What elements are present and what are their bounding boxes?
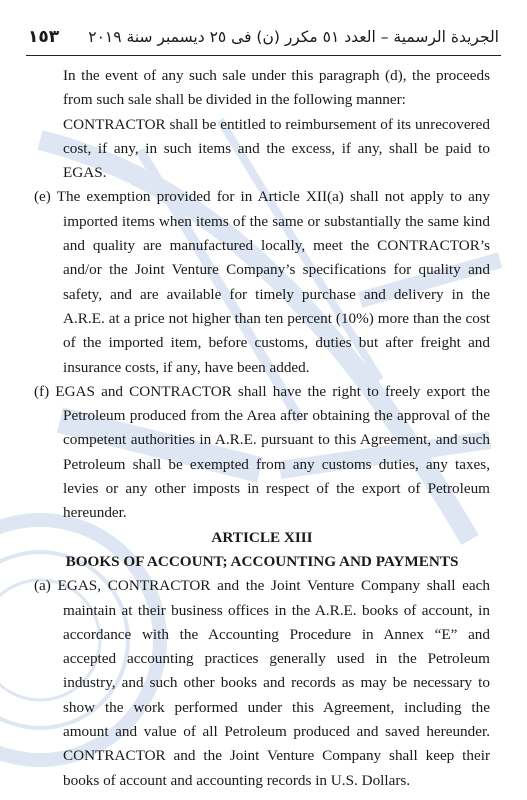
header-divider (26, 55, 501, 56)
clause-f: (f) EGAS and CONTRACTOR shall have the right to freely export the Petroleum produced from the Area after obtaining the approval of the competent authorities in A.R.E. pursuant to this Agreement, and such Petroleum shall be exempted from any customs duties, any taxes, levies or any other imposts in respect of the export of Petroleum hereunder. (34, 382, 490, 522)
paragraph-reimbursement: CONTRACTOR shall be entitled to reimbursement of its unrecovered cost, if any, in such items and the excess, if any, shall be paid to EGAS. (63, 115, 490, 182)
page-header (28, 24, 499, 50)
article-heading: ARTICLE XIII (211, 528, 313, 546)
gazette-title: الجريدة الرسمية – العدد ٥١ مكرر (ن) فى ٢٥ ديسمبر سنة ٢٠١٩ (88, 28, 499, 46)
clause-a: (a) EGAS, CONTRACTOR and the Joint Venture Company shall each maintain at their business offices in the A.R.E. books of account, in accordance with the Accounting Procedure in Annex “E” and accepted accounting practices generally used in the Petroleum industry, and such other books and records as may be necessary to show the work performed under this Agreement, including the amount and value of all Petroleum produced and saved hereunder. CONTRACTOR and the Joint Venture Company shall keep their books of account and accounting records in U.S. Dollars. (34, 577, 490, 789)
page-number: ١٥٣ (28, 27, 60, 47)
clause-e: (e) The exemption provided for in Article XII(a) shall not apply to any imported items when items of the same or substantially the same kind and quality are manufactured locally, meet the CONTRACTOR’s and/or the Joint Venture Company’s specifications for quality and safety, and are available for timely purchase and delivery in the A.R.E. at a price not higher than ten percent (10%) more than the cost of the imported item, before customs, duties but after freight and insurance costs, if any, have been added. (34, 188, 490, 376)
article-subheading: BOOKS OF ACCOUNT; ACCOUNTING AND PAYMENTS (65, 552, 459, 570)
document-body (34, 64, 490, 793)
paragraph-sale-proceeds: In the event of any such sale under this paragraph (d), the proceeds from such sale shall be divided in the following manner: (63, 67, 490, 109)
